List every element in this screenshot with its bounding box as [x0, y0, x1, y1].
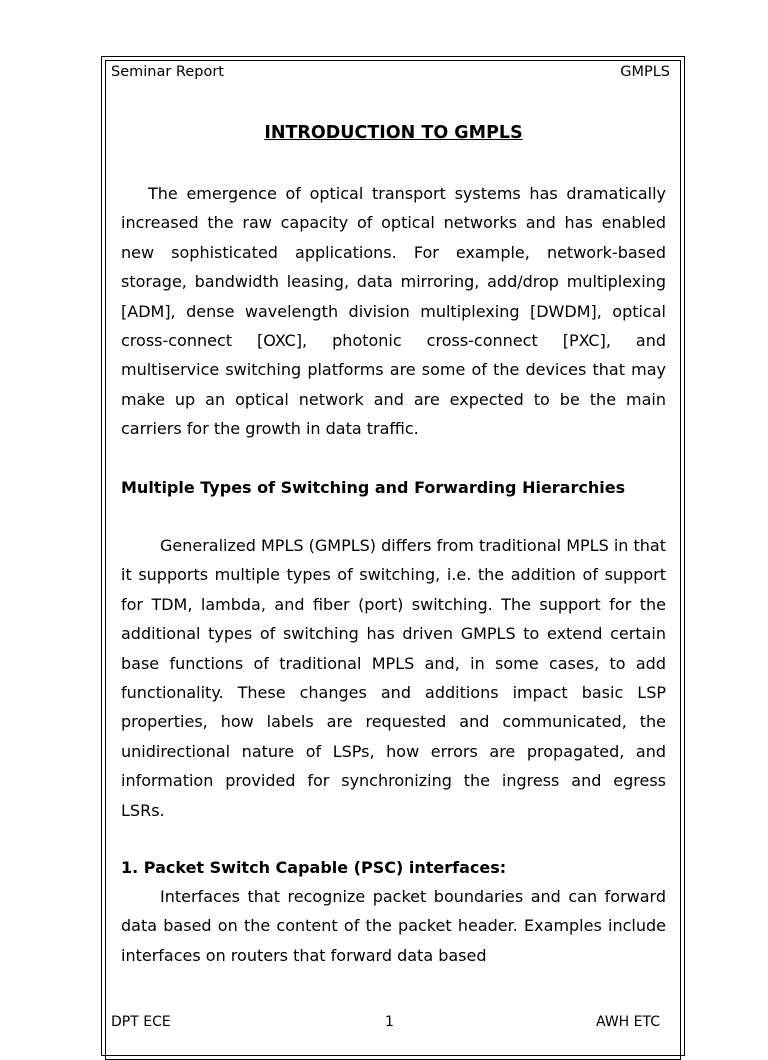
- section-heading: Multiple Types of Switching and Forwarding Hierarchies: [121, 478, 626, 497]
- header-topic-label: GMPLS: [620, 64, 670, 80]
- section-paragraph: Generalized MPLS (GMPLS) differs from traditional MPLS in that it supports multiple types of switching, i.e. the addition of support for TDM, lambda, and fiber (port) switching. The support for the additional types of switching has driven GMPLS to extend certain base functions of traditional MPLS and, in some cases, to add functionality. These changes and additions impact basic LSP properties, how labels are requested and communicated, the unidirectional nature of LSPs, how errors are propagated, and information provided for synchronizing the ingress and egress LSRs.: [121, 536, 666, 820]
- header-report-label: Seminar Report: [111, 64, 224, 80]
- psc-paragraph: Interfaces that recognize packet boundaries and can forward data based on the content of the packet header. Examples include interfaces on routers that forward data based: [121, 887, 666, 965]
- page-title: INTRODUCTION TO GMPLS: [264, 123, 523, 143]
- footer-page-number: 1: [385, 1014, 394, 1030]
- footer-department: DPT ECE: [111, 1014, 171, 1030]
- intro-paragraph: The emergence of optical transport systems has dramatically increased the raw capacity of optical networks and has enabled new sophisticated applications. For example, network-based storage, bandwidth leasing, data mirroring, add/drop multiplexing [ADM], dense wavelength division multiplexing [DWDM], optical cross-connect [OXC], photonic cross-connect [PXC], and multiservice switching platforms are some of the devices that may make up an optical network and are expected to be the main carriers for the growth in data traffic.: [121, 184, 666, 439]
- psc-heading: 1. Packet Switch Capable (PSC) interfaces:: [121, 858, 507, 877]
- footer-institution: AWH ETC: [596, 1014, 660, 1030]
